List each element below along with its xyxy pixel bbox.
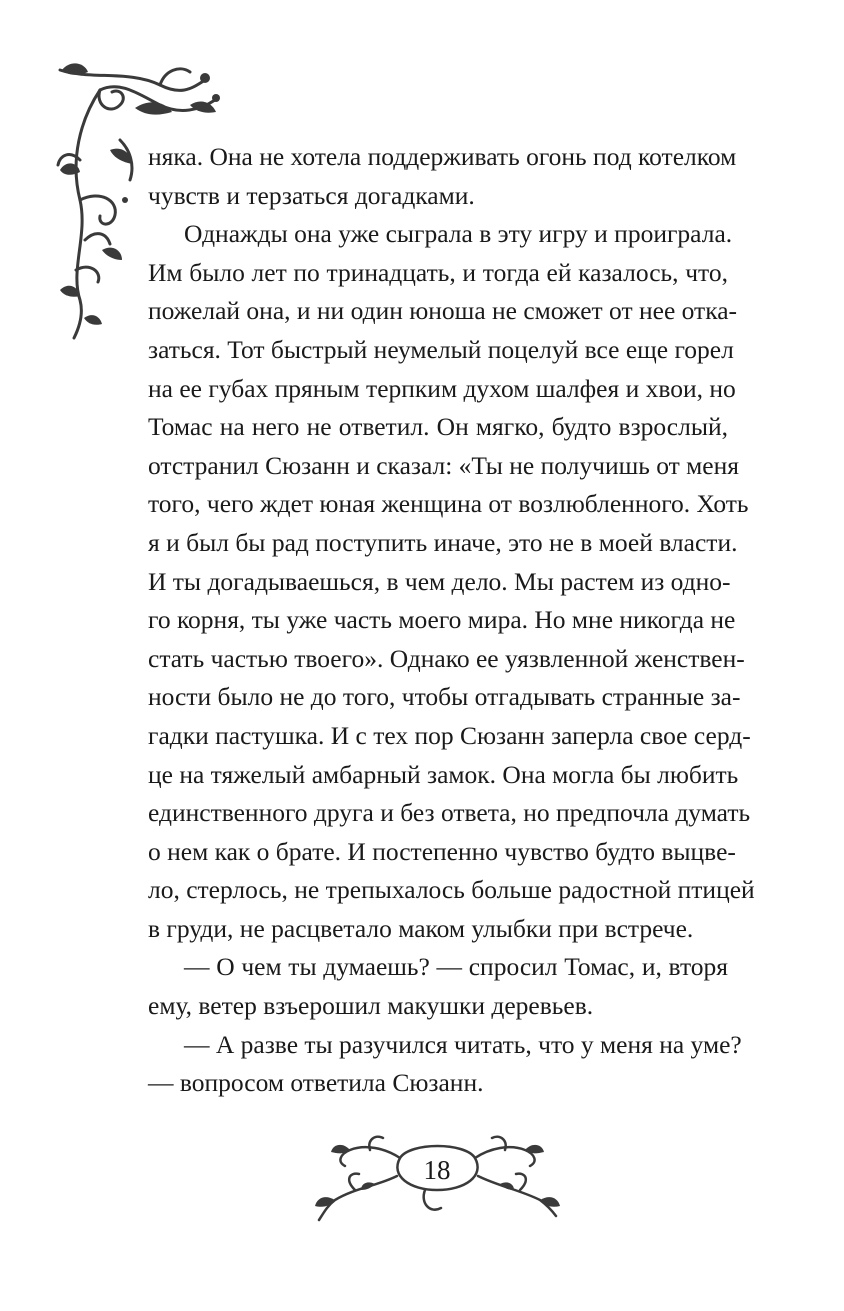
text-line: ло, стерлось, не трепыхалось больше радостной птицей xyxy=(148,875,755,905)
text-line: И ты догадываешься, в чем дело. Мы растем из одно- xyxy=(148,566,731,596)
text-line: ности было не до того, чтобы отгадывать странные за- xyxy=(148,682,741,712)
text-line: — А разве ты разучился читать, что у меня на уме? xyxy=(184,1029,742,1059)
text-line: стать частью твоего». Однако ее уязвленной женствен- xyxy=(148,643,745,673)
text-line: — вопросом ответила Сюзанн. xyxy=(148,1068,484,1098)
text-line: пожелай она, и ни один юноша не сможет от нее отка- xyxy=(148,296,738,326)
text-line: того, чего ждет юная женщина от возлюбленного. Хоть xyxy=(148,489,749,519)
text-line: чувств и терзаться догадками. xyxy=(148,180,475,210)
text-line: я и был бы рад поступить иначе, это не в моей власти. xyxy=(148,527,738,557)
text-line: Однажды она уже сыграла в эту игру и проиграла. xyxy=(184,219,733,249)
text-line: Томас на него не ответил. Он мягко, будто взрослый, xyxy=(148,412,728,442)
text-line: няка. Она не хотела поддерживать огонь под котелком xyxy=(148,142,737,171)
text-line: заться. Тот быстрый неумелый поцелуй все еще горел xyxy=(148,334,734,364)
text-line: ему, ветер взъерошил макушки деревьев. xyxy=(148,991,594,1021)
page-number: 18 xyxy=(423,1155,451,1185)
text-line: це на тяжелый амбарный замок. Она могла бы любить xyxy=(148,759,739,789)
text-line: в груди, не расцветало маком улыбки при встрече. xyxy=(148,913,694,943)
text-line: отстранил Сюзанн и сказал: «Ты не получишь от меня xyxy=(148,450,739,480)
body-text xyxy=(148,138,755,1103)
text-line: о нем как о брате. И постепенно чувство будто выцве- xyxy=(148,836,736,866)
text-line: Им было лет по тринадцать, и тогда ей казалось, что, xyxy=(148,257,728,287)
text-line: гадки пастушка. И с тех пор Сюзанн заперла свое серд- xyxy=(148,720,751,750)
text-line: на ее губах пряным терпким духом шалфея и хвои, но xyxy=(148,373,736,403)
text-line: го корня, ты уже часть моего мира. Но мне никогда не xyxy=(148,605,736,635)
text-line: — О чем ты думаешь? — спросил Томас, и, вторя xyxy=(184,952,728,982)
text-line: единственного друга и без ответа, но предпочла думать xyxy=(148,798,751,828)
